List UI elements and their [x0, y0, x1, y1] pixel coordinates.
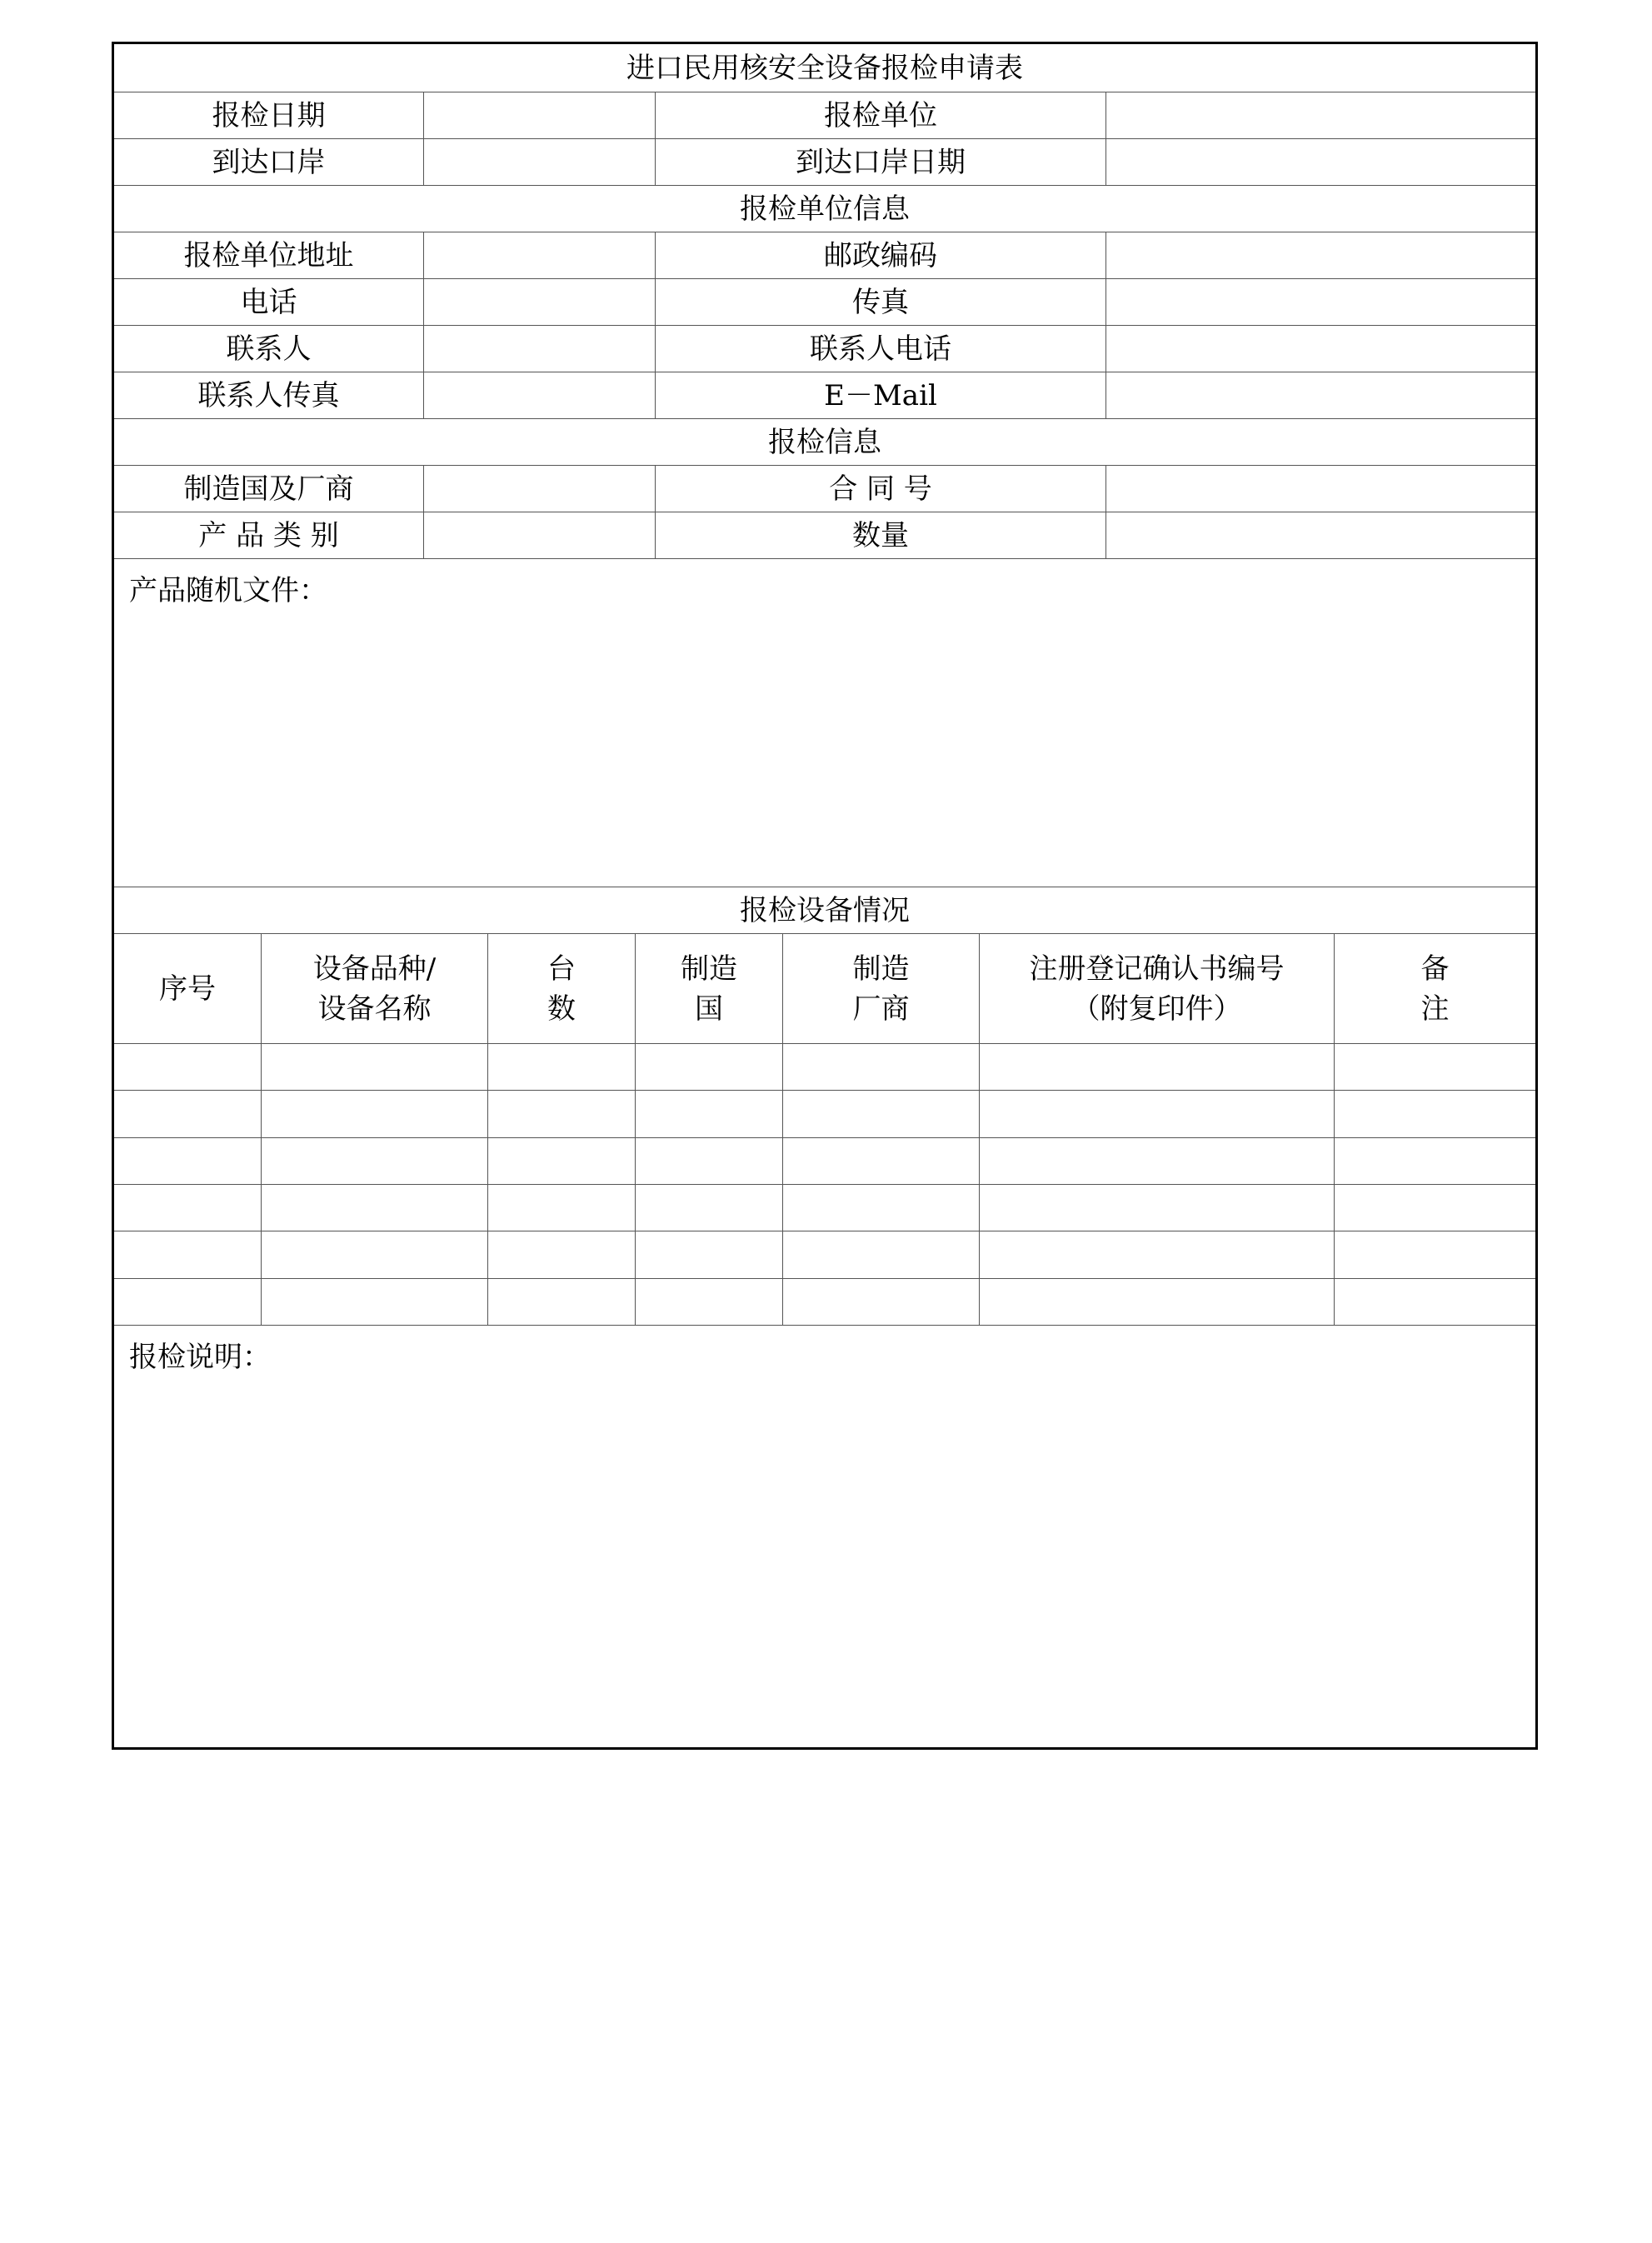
cell-country[interactable] [635, 1044, 782, 1090]
equipment-table-header [114, 933, 1535, 1043]
header-units [487, 934, 635, 1043]
header-note-line2: 注 [1420, 992, 1450, 1026]
documents-label: 产品随机文件： [129, 574, 327, 607]
fax-field[interactable] [1105, 279, 1535, 325]
cell-seq[interactable] [114, 1231, 261, 1277]
cell-units[interactable] [487, 1185, 635, 1231]
phone-field[interactable] [423, 279, 655, 325]
contact-phone-field[interactable] [1105, 326, 1535, 372]
row-arrival-port-date [114, 138, 1535, 185]
table-row [114, 1137, 1535, 1184]
cell-note[interactable] [1334, 1185, 1535, 1231]
arrival-date-label: 到达口岸日期 [655, 139, 1105, 185]
cell-registration[interactable] [979, 1185, 1334, 1231]
cell-note[interactable] [1334, 1279, 1535, 1325]
remarks-area[interactable] [114, 1325, 1535, 1747]
form-title: 进口民用核安全设备报检申请表 [626, 51, 1023, 85]
header-country-line2: 国 [695, 992, 723, 1026]
header-registration-line1: 注册登记确认书编号 [1029, 952, 1285, 986]
header-registration-line2: （附复印件） [1071, 992, 1242, 1026]
header-note [1334, 934, 1535, 1043]
header-equipment-type-line2: 设备名称 [317, 992, 432, 1026]
contract-no-label: 合 同 号 [655, 466, 1105, 512]
table-row [114, 1090, 1535, 1136]
cell-equipment-type[interactable] [261, 1231, 487, 1277]
cell-note[interactable] [1334, 1044, 1535, 1090]
header-units-line1: 台 [547, 952, 576, 986]
unit-info-section-title: 报检单位信息 [740, 192, 910, 226]
inspection-info-section-title: 报检信息 [768, 425, 881, 459]
cell-units[interactable] [487, 1044, 635, 1090]
cell-country[interactable] [635, 1231, 782, 1277]
header-country [635, 934, 782, 1043]
fax-label: 传真 [655, 279, 1105, 325]
row-contact [114, 325, 1535, 372]
equipment-section-title: 报检设备情况 [740, 893, 910, 927]
inspection-date-field[interactable] [423, 92, 655, 138]
product-category-field[interactable] [423, 512, 655, 558]
inspection-unit-field[interactable] [1105, 92, 1535, 138]
cell-country[interactable] [635, 1091, 782, 1136]
cell-equipment-type[interactable] [261, 1279, 487, 1325]
manufacturer-field[interactable] [423, 466, 655, 512]
row-phone-fax [114, 278, 1535, 325]
quantity-field[interactable] [1105, 512, 1535, 558]
header-equipment-type-line1: 设备品种/ [312, 952, 437, 986]
cell-equipment-type[interactable] [261, 1091, 487, 1136]
table-row [114, 1043, 1535, 1090]
product-category-label: 产 品 类 别 [198, 518, 339, 552]
cell-country[interactable] [635, 1138, 782, 1184]
cell-registration[interactable] [979, 1091, 1334, 1136]
cell-note[interactable] [1334, 1091, 1535, 1136]
cell-units[interactable] [487, 1231, 635, 1277]
header-country-line1: 制造 [681, 952, 737, 986]
header-maker-line2: 厂商 [852, 992, 910, 1026]
row-contact-fax-email [114, 372, 1535, 418]
inspection-info-section-row [114, 418, 1535, 465]
cell-country[interactable] [635, 1185, 782, 1231]
unit-info-section-row [114, 185, 1535, 232]
cell-country[interactable] [635, 1279, 782, 1325]
header-registration [979, 934, 1334, 1043]
email-label: E－Mail [655, 372, 1105, 418]
documents-area[interactable] [114, 558, 1535, 887]
cell-registration[interactable] [979, 1279, 1334, 1325]
cell-note[interactable] [1334, 1231, 1535, 1277]
row-inspection-date-unit [114, 92, 1535, 138]
contact-fax-label: 联系人传真 [197, 378, 340, 412]
email-field[interactable] [1105, 372, 1535, 418]
cell-seq[interactable] [114, 1185, 261, 1231]
form-title-row [114, 44, 1535, 92]
address-field[interactable] [423, 232, 655, 278]
cell-seq[interactable] [114, 1044, 261, 1090]
cell-note[interactable] [1334, 1138, 1535, 1184]
table-row [114, 1278, 1535, 1325]
cell-equipment-type[interactable] [261, 1185, 487, 1231]
header-equipment-type [261, 934, 487, 1043]
row-address-postcode [114, 232, 1535, 278]
cell-registration[interactable] [979, 1231, 1334, 1277]
cell-maker[interactable] [782, 1231, 979, 1277]
table-row [114, 1231, 1535, 1277]
header-maker [782, 934, 979, 1043]
cell-equipment-type[interactable] [261, 1138, 487, 1184]
cell-seq[interactable] [114, 1091, 261, 1136]
header-note-line1: 备 [1420, 952, 1450, 986]
contact-label: 联系人 [226, 332, 312, 366]
cell-maker[interactable] [782, 1185, 979, 1231]
phone-label: 电话 [240, 285, 297, 319]
equipment-section-row [114, 887, 1535, 933]
table-row [114, 1184, 1535, 1231]
cell-units[interactable] [487, 1279, 635, 1325]
postcode-label: 邮政编码 [655, 232, 1105, 278]
row-manufacturer-contract [114, 465, 1535, 512]
arrival-port-field[interactable] [423, 139, 655, 185]
contact-phone-label: 联系人电话 [655, 326, 1105, 372]
row-category-quantity [114, 512, 1535, 558]
cell-registration[interactable] [979, 1138, 1334, 1184]
cell-units[interactable] [487, 1138, 635, 1184]
cell-registration[interactable] [979, 1044, 1334, 1090]
cell-equipment-type[interactable] [261, 1044, 487, 1090]
header-seq: 序号 [159, 972, 216, 1006]
arrival-date-field[interactable] [1105, 139, 1535, 185]
contact-fax-field[interactable] [423, 372, 655, 418]
application-form [112, 42, 1538, 1750]
remarks-label: 报检说明： [129, 1341, 271, 1374]
arrival-port-label: 到达口岸 [212, 145, 326, 179]
contact-field[interactable] [423, 326, 655, 372]
cell-seq[interactable] [114, 1138, 261, 1184]
address-label: 报检单位地址 [183, 238, 354, 272]
cell-maker[interactable] [782, 1138, 979, 1184]
cell-maker[interactable] [782, 1091, 979, 1136]
header-maker-line1: 制造 [852, 952, 910, 986]
cell-units[interactable] [487, 1091, 635, 1136]
cell-seq[interactable] [114, 1279, 261, 1325]
cell-maker[interactable] [782, 1044, 979, 1090]
quantity-label: 数量 [655, 512, 1105, 558]
postcode-field[interactable] [1105, 232, 1535, 278]
contract-no-field[interactable] [1105, 466, 1535, 512]
manufacturer-label: 制造国及厂商 [183, 472, 354, 506]
inspection-unit-label: 报检单位 [655, 92, 1105, 138]
header-units-line2: 数 [547, 992, 576, 1026]
cell-maker[interactable] [782, 1279, 979, 1325]
inspection-date-label: 报检日期 [212, 98, 326, 132]
